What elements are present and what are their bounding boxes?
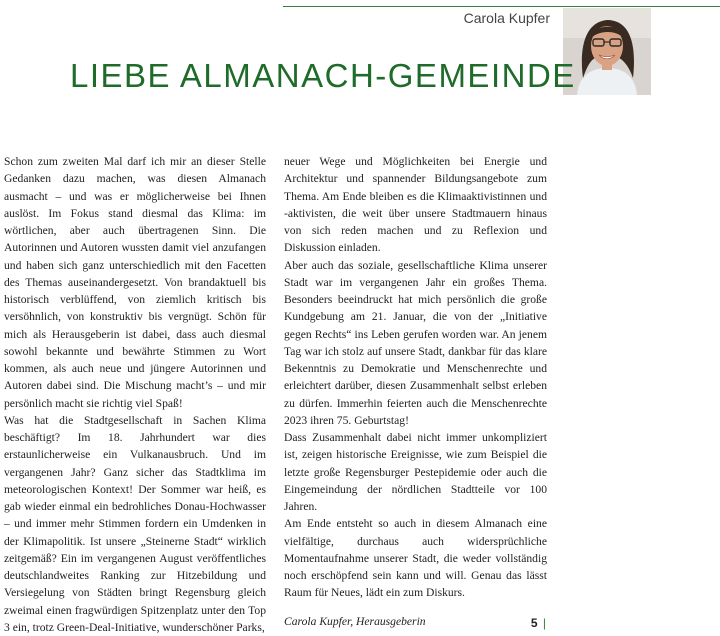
author-name: Carola Kupfer: [463, 10, 550, 26]
page-number-divider: |: [539, 616, 546, 630]
portrait-image: [563, 8, 651, 95]
text-column-left: [4, 153, 266, 636]
page-number-value: 5: [530, 616, 538, 630]
signature: Carola Kupfer, Herausgeberin: [284, 614, 426, 628]
paragraph: Dass Zusammenhalt dabei nicht immer unkompliziert ist, zeigen historische Ereignisse, wie zum Beispiel die letzte große Regensburger Pestepidemie oder auch die Eingemeindung der nördlichen Stadtteile vor 100 Jahren.: [284, 431, 547, 513]
text-column-right: [284, 153, 547, 630]
author-photo: [563, 8, 651, 95]
paragraph: neuer Wege und Möglichkeiten bei Energie und Architektur und spannender Bildungsangebote zum Thema. Am Ende bleiben es die Klimaaktivistinnen und -aktivisten, die weit über unsere Stadtmauern hinaus von sich reden machen und zu Reflexion und Diskussion einladen.: [284, 155, 547, 255]
paragraph: Am Ende entsteht so auch in diesem Almanach eine vielfältige, durchaus auch widersprüchliche Momentaufnahme unserer Stadt, die weder vollständig noch erschöpfend sein kann und will. Genau das lässt Raum für Neues, lädt ein zum Diskurs.: [284, 517, 547, 600]
header-rule: [283, 6, 720, 7]
paragraph: Schon zum zweiten Mal darf ich mir an dieser Stelle Gedanken dazu machen, was diesen Almanach ausmacht – und was er möglicherweise bei Ihnen auslöst. Im Fokus stand diesmal das Klima: im wörtlichen, aber auch übertragenen Sinn. Die Autorinnen und Autoren wussten damit viel anzufangen und haben sich ganz unterschiedlich mit den Facetten des Themas auseinandergesetzt. Von brandaktuell bis historisch verblüffend, von ziemlich kritisch bis versöhnlich, von konstruktiv bis vergnügt. Schön für mich als Herausgeberin ist dabei, dass auch diesmal sowohl bekannte und bewährte Stimmen zu Wort kommen, als auch neue und jüngere Autorinnen und Autoren dabei sind. Die Mischung macht’s – und mir persönlich macht sie richtig viel Spaß!: [4, 155, 266, 410]
paragraph: Aber auch das soziale, gesellschaftliche Klima unserer Stadt war im vergangenen Jahr ein großes Thema. Besonders beeindruckt hat mich persönlich die große Kundgebung am 21. Januar, die von der „Initiative gegen Rechts“ ins Leben gerufen worden war. An jenem Tag war ich stolz auf unsere Stadt, dankbar für das klare Bekenntnis zu Demokratie und Menschenrechte und erleichtert darüber, diesen Zusammenhalt selbst erleben zu dürfen. Immerhin feierten auch die Menschenrechte 2023 ihren 75. Geburtstag!: [284, 258, 547, 427]
page-number: [531, 616, 546, 630]
paragraph: Was hat die Stadtgesellschaft in Sachen Klima beschäftigt? Im 18. Jahrhundert war dies erstaunlicherweise ein Vulkanausbruch. Und im vergangenen Jahr? Ganz sicher das Stadtklima im meteorologischen Kontext! Der Sommer war heiß, es gab wieder einmal ein bedrohliches Donau-Hochwasser – und immer mehr Stimmen fordern ein Umdenken in der Klimapolitik. Ist unsere „Steinerne Stadt“ wirklich zeitgemäß? Ein im vergangenen August veröffentliches deutschlandweites Ranking zur Hitzebildung und Versiegelung von Städten bringt Regensburg gleich zweimal einen fragwürdigen Spitzenplatz unter den Top 3 ein, trotz Green-Deal-Initiative, wunderschöner Parks,: [4, 413, 266, 634]
page-title: LIEBE ALMANACH-GEMEINDE: [70, 57, 576, 94]
